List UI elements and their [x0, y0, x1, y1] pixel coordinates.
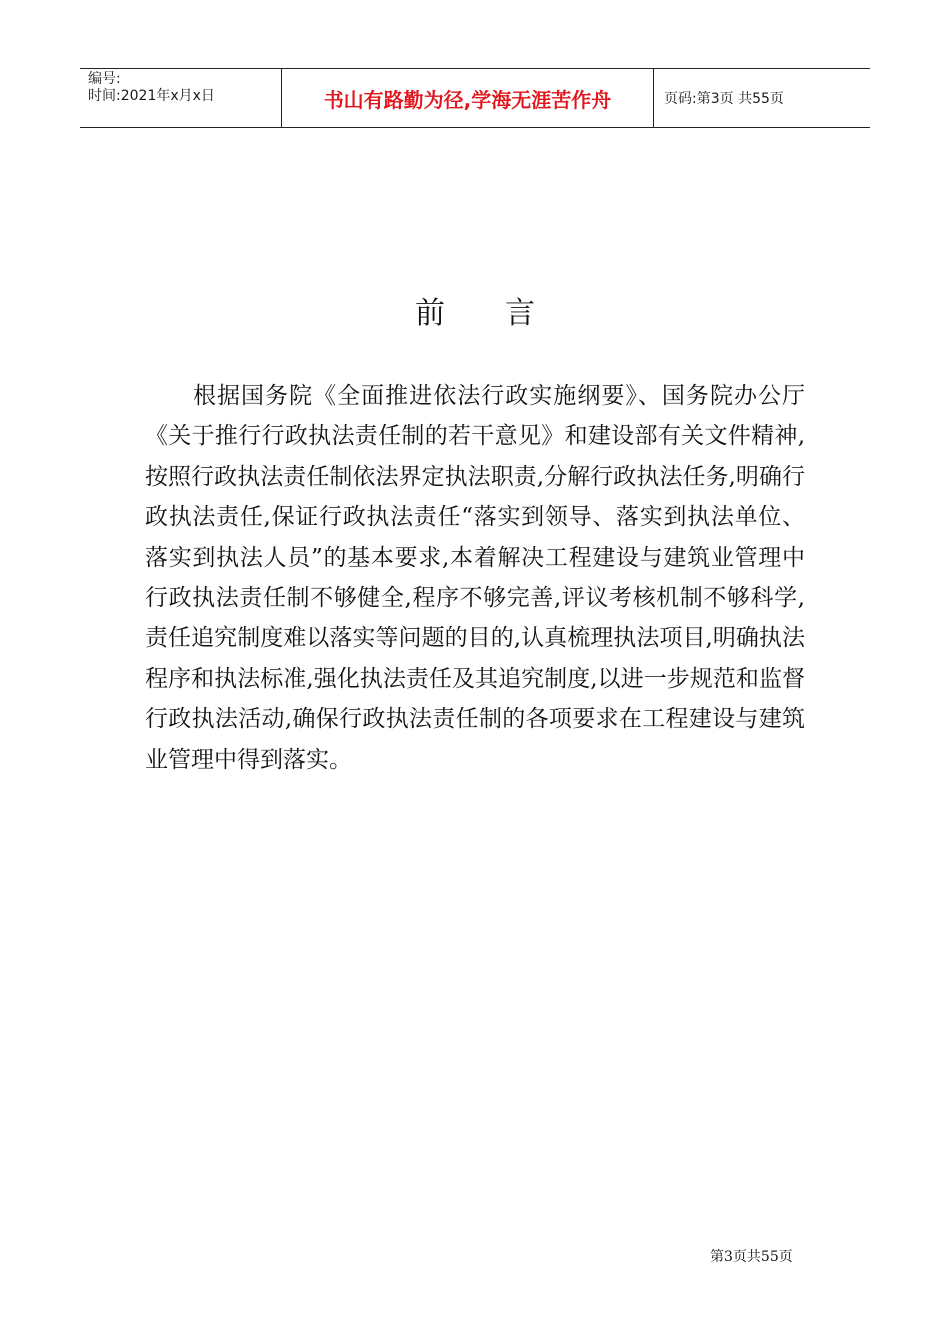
- footer-page-number: 第3页共55页: [710, 1249, 793, 1265]
- page-title: 前言: [415, 296, 595, 331]
- header-page-info: 页码:第3页 共55页: [664, 91, 784, 107]
- header-motto: 书山有路勤为径,学海无涯苦作舟: [282, 69, 654, 127]
- header-meta-cell: [80, 69, 282, 127]
- body-paragraph: 根据国务院《全面推进依法行政实施纲要》、国务院办公厅《关于推行行政执法责任制的若干意见》和建设部有关文件精神,按照行政执法责任制依法界定执法职责,分解行政执法任务,明确行政执法责任,保证行政执法责任“落实到领导、落实到执法单位、落实到执法人员”的基本要求,本着解决工程建设与建筑业管理中行政执法责任制不够健全,程序不够完善,评议考核机制不够科学,责任追究制度难以落实等问题的目的,认真梳理执法项目,明确执法程序和执法标准,强化执法责任及其追究制度,以进一步规范和监督行政执法活动,确保行政执法责任制的各项要求在工程建设与建筑业管理中得到落实。: [145, 383, 805, 773]
- number-label: 编号:: [88, 71, 121, 87]
- time-label: 时间:2021年x月x日: [88, 88, 215, 104]
- document-header: [80, 68, 870, 128]
